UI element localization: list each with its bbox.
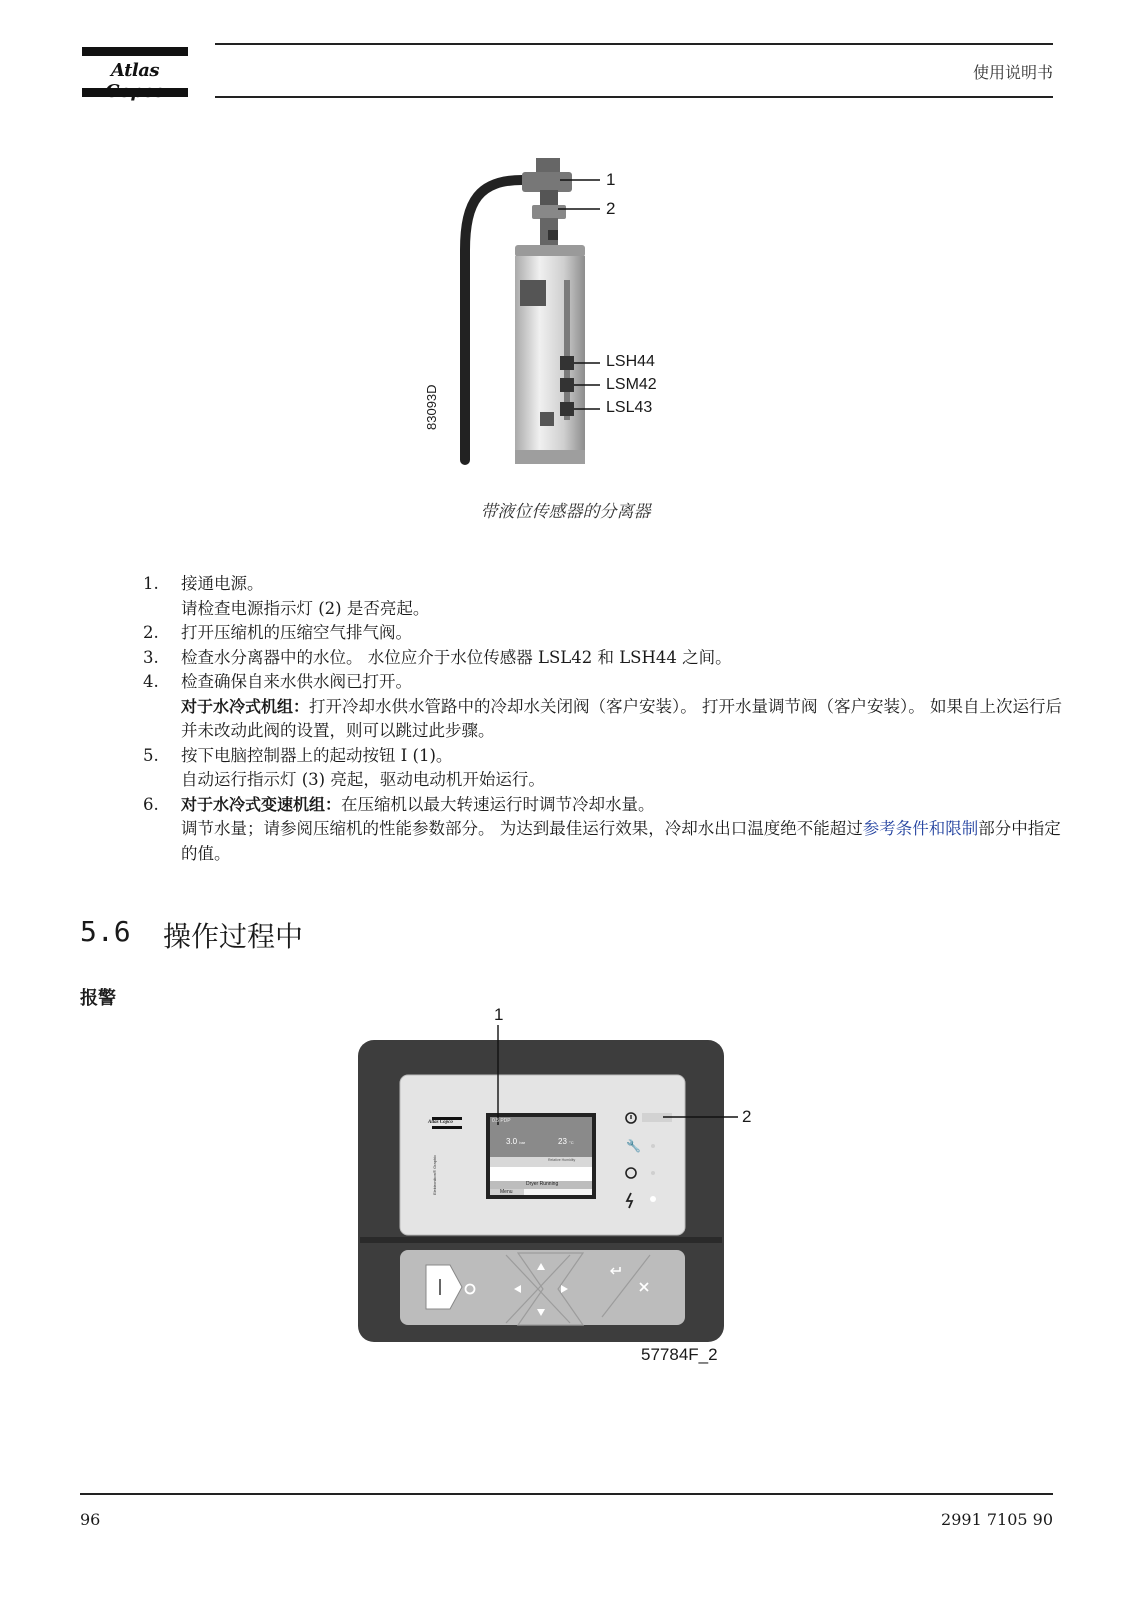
header-rule-top: [215, 43, 1053, 45]
controller-side-label: Elektronikon® Graphic: [432, 1154, 437, 1195]
step-text: 在压缩机以最大转速运行时调节冷却水量。: [341, 794, 655, 814]
controller-illustration: [358, 1005, 768, 1385]
step-text: 自动运行指示灯 (3) 亮起，驱动电动机开始运行。: [181, 770, 545, 789]
figure-code: 83093D: [424, 384, 439, 430]
step-5: [143, 744, 1063, 793]
callout-1: 1: [494, 1005, 504, 1024]
footer-rule: [80, 1493, 1053, 1495]
separator-illustration: [440, 150, 690, 480]
step-4: [143, 670, 1063, 744]
callout-lsh44: LSH44: [606, 353, 655, 370]
header-rule-bottom: [215, 96, 1053, 98]
step-number: 3.: [143, 647, 159, 667]
document-title: 使用说明书: [972, 63, 1053, 82]
step-number: 1.: [143, 574, 159, 593]
brand-logo: Atlas: [110, 60, 160, 81]
step-text: 打开冷却水供水管路中的冷却水关闭阀（客户安装）。 打开水量调节阀（客户安装）。 如果自上次运行后并未改动此阀的设置，则可以跳过此步骤。: [181, 696, 1063, 740]
step-text: 请检查电源指示灯 (2) 是否亮起。: [181, 598, 430, 618]
step-6: [143, 793, 1063, 867]
figure-caption: 带液位传感器的分离器: [480, 502, 651, 522]
page-number: 96: [80, 1510, 101, 1529]
step-1: [143, 572, 1063, 621]
procedure-steps: [143, 572, 1063, 866]
callout-1: 1: [606, 170, 616, 189]
figure-code: 57784F_2: [641, 1345, 718, 1364]
step-text-adjust: [181, 817, 1063, 866]
logo-bar-bottom: [82, 88, 188, 97]
controller-brand: Atlas Copco: [428, 1120, 453, 1125]
step-number: 5.: [143, 745, 159, 765]
section-title: 操作过程中: [163, 920, 304, 953]
bold-lead: 对于水冷式机组：: [181, 696, 310, 716]
temp-unit: °C: [569, 1140, 574, 1145]
subheading: 报警: [80, 988, 116, 1009]
step-text: 检查确保自来水供水阀已打开。: [181, 672, 412, 691]
pressure-value: 3.0: [506, 1137, 518, 1146]
step-3: [143, 646, 1063, 671]
step-text: 检查水分离器中的水位。 水位应介于水位传感器 LSL42 和 LSH44 之间。: [181, 647, 732, 667]
pressure-unit: bar: [519, 1140, 526, 1145]
step-2: [143, 621, 1063, 646]
controller-figure: [358, 1005, 768, 1385]
screen-humidity-label: Relative Humidity: [548, 1158, 576, 1162]
temp-value: 23: [558, 1137, 567, 1146]
callout-lsm42: LSM42: [606, 376, 657, 393]
step-text-vsd: [181, 793, 1063, 818]
bold-lead: 对于水冷式变速机组：: [181, 794, 342, 814]
screen-status: Dryer Running: [526, 1181, 559, 1187]
document-number: 2991 7105 90: [941, 1510, 1053, 1529]
screen-temp: [558, 1137, 574, 1146]
step-number: 6.: [143, 794, 159, 814]
svg-text:🔧: 🔧: [626, 1139, 641, 1153]
step-text: 部分中指定的值。: [181, 819, 1061, 863]
screen-header: 0.5 PDP: [492, 1118, 511, 1124]
callout-lsl43: LSL43: [606, 399, 653, 416]
step-text: 按下电脑控制器上的起动按钮 I (1)。: [181, 745, 453, 765]
screen-menu[interactable]: Menu: [500, 1189, 513, 1195]
separator-figure: [424, 150, 690, 480]
screen-pressure: [506, 1137, 525, 1146]
step-text: 接通电源。: [181, 574, 264, 593]
step-text: 调节水量；请参阅压缩机的性能参数部分。 为达到最佳运行效果，冷却水出口温度绝不能超过: [181, 819, 863, 838]
step-text: 打开压缩机的压缩空气排气阀。: [181, 623, 412, 642]
step-text-water-cooled: [181, 695, 1063, 744]
step-number: 2.: [143, 623, 159, 642]
section-number: 5.6: [80, 915, 131, 948]
callout-2: 2: [742, 1107, 752, 1126]
step-number: 4.: [143, 672, 159, 691]
reference-link[interactable]: 参考条件和限制: [862, 819, 979, 838]
logo-bar-top: [82, 47, 188, 56]
callout-2: 2: [606, 199, 616, 218]
